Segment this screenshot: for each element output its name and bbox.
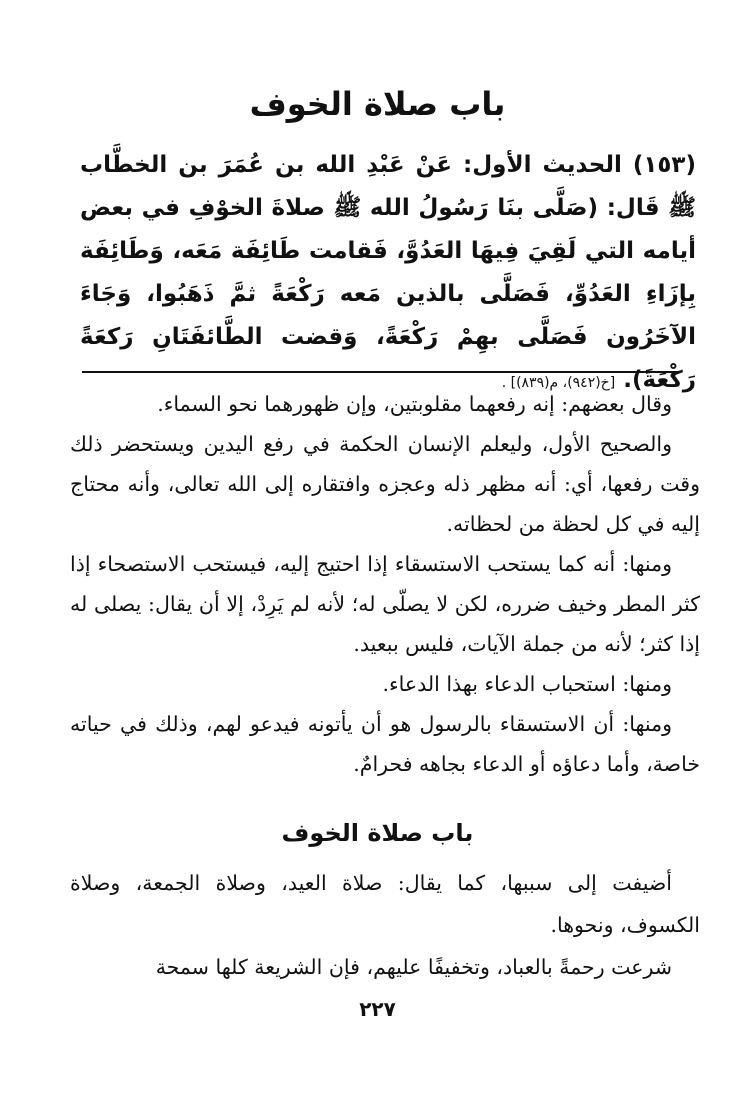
commentary-paragraph: ومنها: أن الاستسقاء بالرسول هو أن يأتونه فيدعو لهم، وذلك في حياته خاصة، وأما دعاؤه أو الدعاء بجاهه فحرامٌ. [70,712,700,776]
commentary-paragraph: ومنها: استحباب الدعاء بهذا الدعاء. [382,672,672,696]
footnote-divider [82,371,680,373]
commentary-paragraph: والصحيح الأول، وليعلم الإنسان الحكمة في رفع اليدين ويستحضر ذلك وقت رفعها، أي: أنه مظهر ذله وعجزه وافتقاره إلى الله تعالى، وأنه محتاج إليه في كل لحظة من لحظاته. [70,432,700,536]
section-paragraph: أضيفت إلى سببها، كما يقال: صلاة العيد، وصلاة الجمعة، وصلاة الكسوف، ونحوها. [70,871,700,937]
hadith-body: (١٥٣) الحديث الأول: عَنْ عَبْدِ الله بن عُمَرَ بن الخطَّاب ﷺ قَال: (صَلَّى بنَا رَسُولُ الله ﷺ صلاةَ الخوْفِ في بعض أيامه التي لَقِيَ فِيهَا العَدُوَّ، فَقامت طَائِفَة مَعَه، وَطَائِفَة بِإزَاءِ العَدُوِّ، فَصَلَّى بالذين مَعه رَكْعَةً ثمَّ ذَهَبُوا، وَجَاءَ الآخَرُون فَصَلَّى بهِمْ رَكْعَةً، وَقضت الطَّائفَتَانِ رَكعَةً رَكْعَةً). [80,152,696,393]
chapter-title: باب صلاة الخوف [249,85,506,123]
commentary-paragraph: وقال بعضهم: إنه رفعهما مقلوبتين، وإن ظهورهما نحو السماء. [157,392,672,416]
commentary-paragraph: ومنها: أنه كما يستحب الاستسقاء إذا احتيج إليه، فيستحب الاستصحاء إذا كثر المطر وخيف ضرره، لكن لا يصلّى له؛ لأنه لم يَرِدْ، إلا أن يقال: يصلى له إذا كثر؛ لأنه من جملة الآيات، فليس ببعيد. [70,552,700,656]
section-paragraph: شرعت رحمةً بالعباد، وتخفيفًا عليهم، فإن الشريعة كلها سمحة [155,955,672,979]
page-number: ٢٢٧ [359,997,396,1021]
commentary-block [70,384,700,784]
section-title: باب صلاة الخوف [281,819,474,847]
hadith-text [80,144,696,405]
hadith-reference: [خ(٩٤٢)، م(٨٣٩)] . [501,375,616,391]
section-body [70,862,700,988]
